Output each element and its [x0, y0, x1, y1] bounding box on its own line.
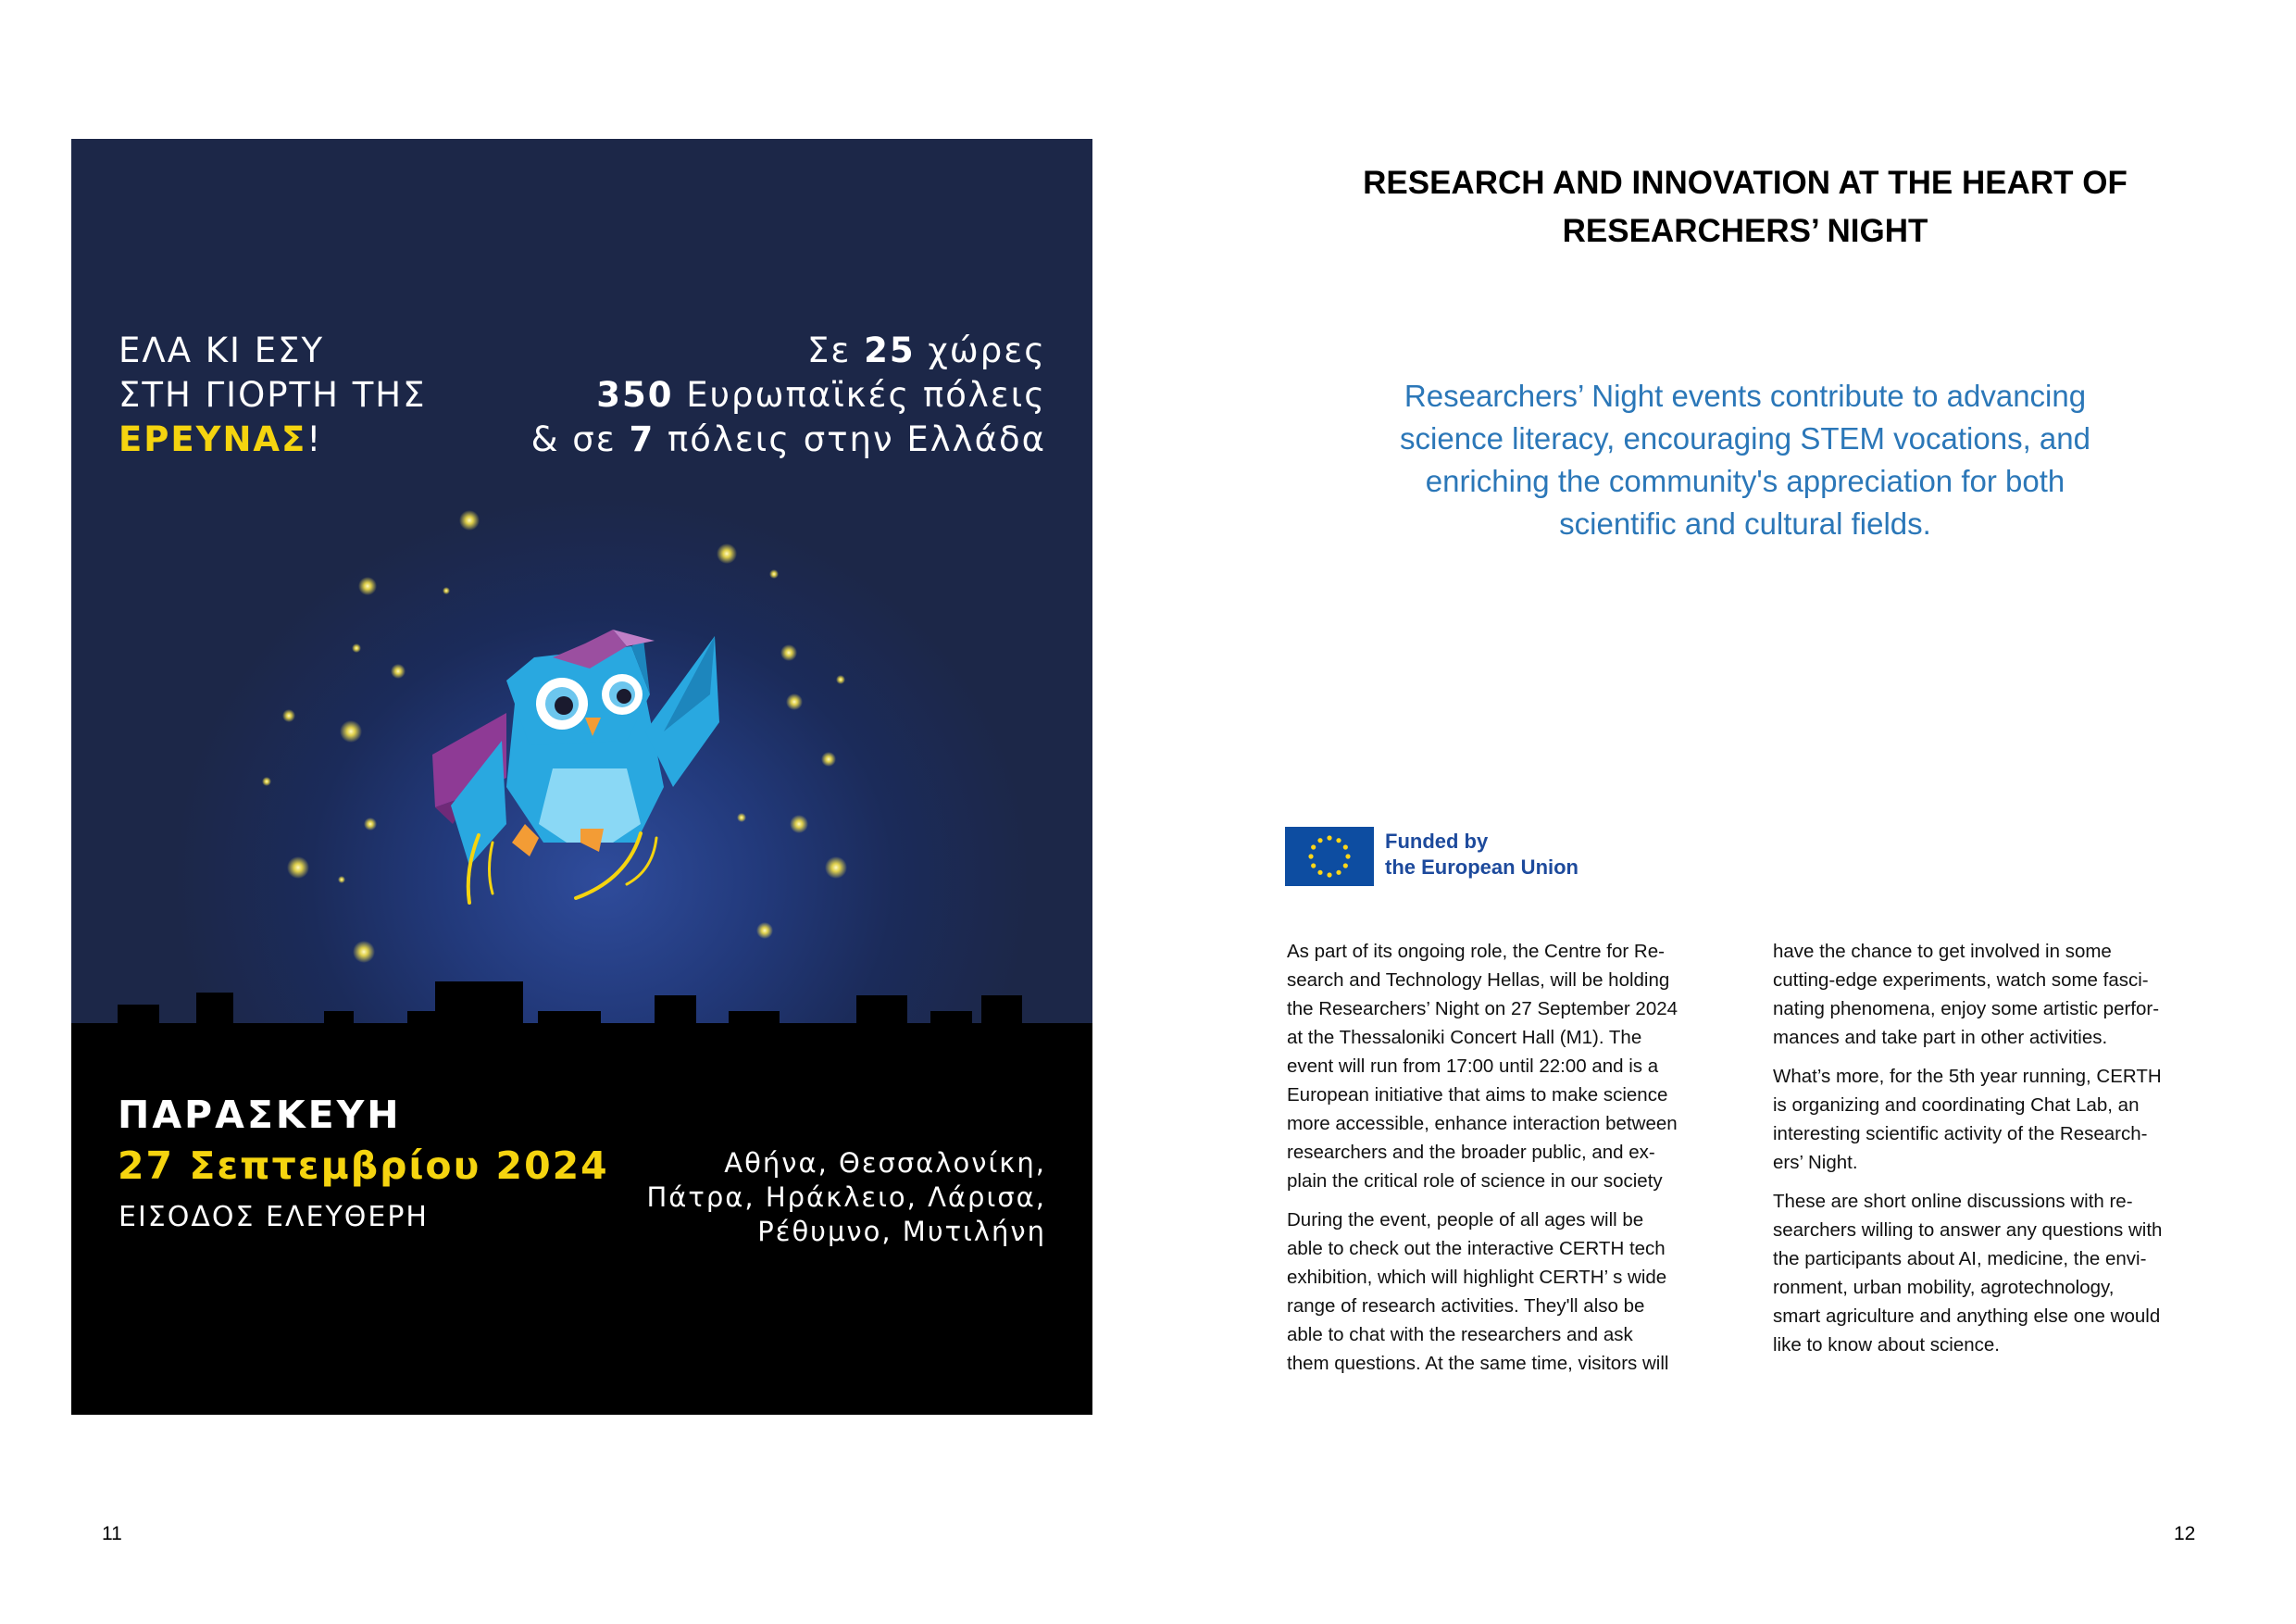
col2-paragraph-1: [1773, 937, 2217, 1052]
event-entry: ΕΙΣΟΔΟΣ ΕΛΕΥΘΕΡΗ: [119, 1201, 429, 1233]
text-line: search and Technology Hellas, will be holding: [1287, 969, 1670, 991]
invite-highlight: ΕΡΕΥΝΑΣ: [119, 419, 307, 459]
eu-line-1: Funded by: [1385, 830, 1489, 853]
text-line: researchers and the broader public, and ex-: [1287, 1142, 1655, 1163]
lead-line-2: science literacy, encouraging STEM vocations, and: [1400, 421, 2090, 456]
invite-exclamation: !: [306, 419, 323, 459]
col1-paragraph-1: [1287, 937, 1731, 1195]
eu-flag-icon: [1285, 827, 1374, 886]
text-line: event will run from 17:00 until 22:00 and is a: [1287, 1056, 1659, 1077]
eu-star: [1343, 863, 1348, 868]
page-title-line-1: RESEARCH AND INNOVATION AT THE HEART OF: [1363, 165, 2128, 201]
poster-invitation: [119, 329, 427, 462]
cities-line-2: Πάτρα, Ηράκλειο, Λάρισα,: [646, 1181, 1046, 1213]
text-line: like to know about science.: [1773, 1334, 2000, 1355]
stats-line-2: [531, 373, 1046, 418]
text-line: smart agriculture and anything else one would: [1773, 1305, 2161, 1327]
lead-line-3: enriching the community's appreciation for both: [1425, 464, 2065, 498]
event-day: ΠΑΡΑΣΚΕΥΗ: [118, 1093, 402, 1137]
invite-line-2: ΣΤΗ ΓΙΟΡΤΗ ΤΗΣ: [119, 375, 427, 415]
text-line: at the Thessaloniki Concert Hall (M1). The: [1287, 1027, 1642, 1048]
lead-line-1: Researchers’ Night events contribute to advancing: [1404, 379, 2087, 413]
text-line: able to chat with the researchers and ask: [1287, 1324, 1633, 1345]
invite-line-3: [119, 418, 427, 462]
owl-mascot: [432, 630, 719, 903]
text-line: nating phenomena, enjoy some artistic perfor-: [1773, 998, 2160, 1019]
text-line: the participants about AI, medicine, the envi-: [1773, 1248, 2147, 1269]
text-line: more accessible, enhance interaction between: [1287, 1113, 1678, 1134]
eu-star: [1311, 844, 1316, 849]
page-title-line-2: RESEARCHERS’ NIGHT: [1562, 213, 1928, 249]
text-line: European initiative that aims to make science: [1287, 1084, 1668, 1106]
text-line: ronment, urban mobility, agrotechnology,: [1773, 1277, 2115, 1298]
eu-star: [1311, 863, 1316, 868]
text-line: exhibition, which will highlight CERTH’ s wide: [1287, 1267, 1667, 1288]
text-line: plain the critical role of science in our society: [1287, 1170, 1663, 1192]
eu-star: [1327, 872, 1331, 877]
eu-star: [1317, 870, 1322, 875]
text-line: able to check out the interactive CERTH tech: [1287, 1238, 1666, 1259]
eu-star: [1336, 838, 1341, 843]
text-line: them questions. At the same time, visitors will: [1287, 1353, 1669, 1374]
stats-line-3: [531, 418, 1046, 462]
text-line: cutting-edge experiments, watch some fasci-: [1773, 969, 2149, 991]
text-line: the Researchers’ Night on 27 September 2024: [1287, 998, 1678, 1019]
stats-cities-gr: 7: [629, 419, 655, 459]
text-line: have the chance to get involved in some: [1773, 941, 2112, 962]
event-cities: [647, 1146, 1047, 1249]
text-line: ers’ Night.: [1773, 1152, 1858, 1173]
stats-suffix-1: χώρες: [915, 331, 1046, 370]
page-number-left: 11: [102, 1523, 122, 1544]
stats-suffix-2: Ευρωπαϊκές πόλεις: [673, 375, 1046, 415]
col2-paragraph-3: [1773, 1187, 2217, 1359]
lead-paragraph: [1361, 375, 2129, 545]
body-column-2: [1773, 937, 2217, 1369]
eu-line-2: the European Union: [1385, 856, 1578, 879]
text-line: These are short online discussions with re-: [1773, 1191, 2133, 1212]
eu-star: [1345, 854, 1350, 858]
cities-line-1: Αθήνα, Θεσσαλονίκη,: [724, 1147, 1046, 1179]
eu-funding-text: [1385, 829, 1578, 881]
stats-prefix-1: Σε: [807, 331, 865, 370]
lead-line-4: scientific and cultural fields.: [1559, 506, 1931, 541]
stats-prefix-3: & σε: [530, 419, 630, 459]
poster-stats: [531, 329, 1046, 462]
eu-star: [1336, 870, 1341, 875]
text-line: is organizing and coordinating Chat Lab, an: [1773, 1094, 2140, 1116]
text-line: range of research activities. They'll also be: [1287, 1295, 1645, 1317]
eu-star: [1343, 844, 1348, 849]
cities-line-3: Ρέθυμνο, Μυτιλήνη: [757, 1216, 1046, 1247]
text-line: mances and take part in other activities.: [1773, 1027, 2108, 1048]
page-number-right: 12: [2174, 1523, 2196, 1544]
eu-funding-logo: [1285, 827, 1581, 888]
event-date: 27 Σεπτεμβρίου 2024: [118, 1143, 609, 1188]
event-poster: [71, 139, 1092, 1415]
text-line: During the event, people of all ages will be: [1287, 1209, 1644, 1230]
stats-suffix-3: πόλεις στην Ελλάδα: [655, 419, 1046, 459]
text-line: As part of its ongoing role, the Centre for Re-: [1287, 941, 1665, 962]
invite-line-1: ΕΛΑ ΚΙ ΕΣΥ: [119, 331, 325, 370]
eu-star: [1327, 835, 1331, 840]
text-line: interesting scientific activity of the Research-: [1773, 1123, 2148, 1144]
text-line: What’s more, for the 5th year running, CERTH: [1773, 1066, 2162, 1087]
col2-paragraph-2: [1773, 1062, 2217, 1177]
stats-line-1: [531, 329, 1046, 373]
stats-countries: 25: [864, 331, 916, 370]
body-column-1: [1287, 937, 1731, 1388]
eu-star: [1317, 838, 1322, 843]
text-line: searchers willing to answer any questions with: [1773, 1219, 2163, 1241]
page-title: [1278, 159, 2213, 256]
eu-star: [1308, 854, 1313, 858]
stats-cities-eu: 350: [596, 375, 674, 415]
col1-paragraph-2: [1287, 1206, 1731, 1378]
